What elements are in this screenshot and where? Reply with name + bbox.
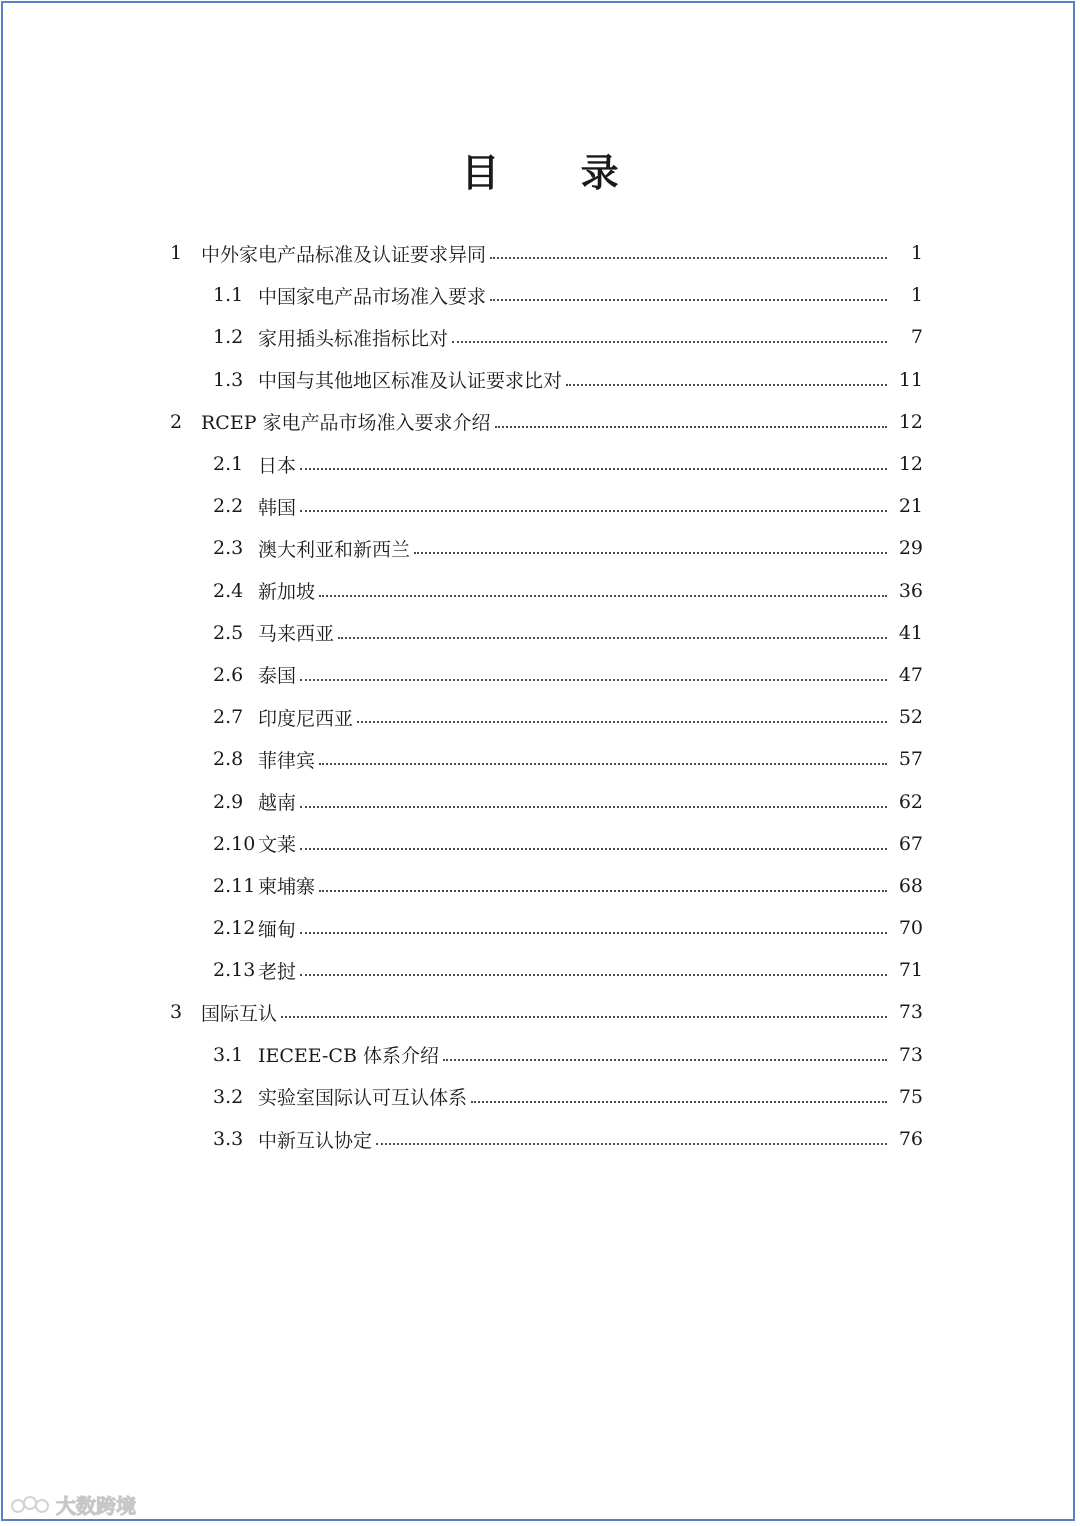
toc-entry-number: 2.2 — [213, 495, 244, 518]
toc-entry-page: 71 — [898, 959, 923, 982]
toc-entry-number: 2.5 — [213, 621, 244, 644]
toc-entry-page: 62 — [898, 790, 923, 813]
toc-entry[interactable] — [0, 527, 1080, 569]
watermark-text: 大数跨境 — [56, 1494, 136, 1518]
toc-entry-page: 21 — [898, 495, 923, 518]
toc-entry-title: 中外家电产品标准及认证要求异同 — [201, 243, 487, 266]
toc-dot-leader — [300, 932, 887, 934]
toc-dot-leader — [300, 974, 887, 976]
toc-entry[interactable] — [0, 612, 1080, 654]
toc-entry-page: 12 — [898, 410, 923, 433]
toc-entry-number: 2.7 — [213, 706, 244, 729]
toc-entry-number: 3.3 — [213, 1128, 244, 1151]
toc-entry[interactable] — [0, 738, 1080, 780]
toc-entry[interactable] — [0, 401, 1080, 443]
toc-entry[interactable] — [0, 696, 1080, 738]
toc-entry-title: 泰国 — [258, 665, 297, 688]
toc-dot-leader — [319, 763, 887, 765]
toc-entry-page: 29 — [898, 537, 923, 560]
toc-entry-title: 家用插头标准指标比对 — [258, 327, 449, 350]
toc-entry-page: 12 — [898, 453, 923, 476]
toc-entry[interactable] — [0, 274, 1080, 316]
toc-entry-number: 1.2 — [213, 326, 244, 349]
toc-entry-title: 马来西亚 — [258, 623, 335, 646]
toc-entry[interactable] — [0, 949, 1080, 991]
toc-entry-title: 韩国 — [258, 496, 297, 519]
toc-entry-page: 1 — [910, 284, 923, 307]
toc-entry[interactable] — [0, 443, 1080, 485]
toc-dot-leader — [319, 890, 887, 892]
toc-entry-number: 2.10 — [213, 832, 256, 855]
toc-entry-page: 47 — [898, 663, 923, 686]
toc-entry-number: 2.11 — [213, 874, 256, 897]
toc-entry-page: 57 — [898, 748, 923, 771]
toc-dot-leader — [300, 806, 887, 808]
toc-entry-page: 41 — [898, 621, 923, 644]
toc-dot-leader — [357, 721, 887, 723]
toc-dot-leader — [490, 299, 887, 301]
toc-dot-leader — [566, 384, 887, 386]
toc-entry-number: 1 — [170, 242, 183, 265]
toc-entry-number: 3 — [170, 1001, 183, 1024]
watermark — [10, 1490, 136, 1519]
toc-entry-title: 中国家电产品市场准入要求 — [258, 285, 487, 308]
toc-entry-number: 2.9 — [213, 790, 244, 813]
toc-entry-title: 越南 — [258, 792, 297, 815]
toc-dot-leader — [495, 426, 887, 428]
toc-entry-page: 76 — [898, 1128, 923, 1151]
table-of-contents — [0, 232, 1080, 1160]
toc-entry-title: 缅甸 — [258, 918, 297, 941]
brand-logo-icon — [10, 1494, 50, 1516]
toc-entry-title: 印度尼西亚 — [258, 707, 354, 730]
toc-entry-page: 11 — [898, 368, 923, 391]
toc-entry-number: 2.13 — [213, 959, 256, 982]
toc-dot-leader — [338, 637, 887, 639]
toc-dot-leader — [443, 1059, 887, 1061]
toc-entry-page: 67 — [898, 832, 923, 855]
toc-dot-leader — [490, 257, 887, 259]
toc-entry-page: 70 — [898, 917, 923, 940]
toc-entry-page: 7 — [910, 326, 923, 349]
toc-entry-title: 澳大利亚和新西兰 — [258, 538, 411, 561]
toc-entry[interactable] — [0, 780, 1080, 822]
toc-entry-page: 75 — [898, 1085, 923, 1108]
toc-entry-title: IECEE-CB 体系介绍 — [258, 1045, 439, 1068]
toc-entry-title: 菲律宾 — [258, 749, 316, 772]
toc-dot-leader — [300, 848, 887, 850]
toc-entry-page: 68 — [898, 874, 923, 897]
toc-entry-title: 老挝 — [258, 960, 297, 983]
toc-entry-number: 2.1 — [213, 453, 244, 476]
toc-entry-number: 2.4 — [213, 579, 244, 602]
toc-entry-page: 73 — [898, 1043, 923, 1066]
toc-entry-number: 1.1 — [213, 284, 244, 307]
toc-entry-page: 52 — [898, 706, 923, 729]
toc-entry-number: 3.2 — [213, 1085, 244, 1108]
toc-entry-number: 2 — [170, 410, 183, 433]
toc-entry-title: RCEP 家电产品市场准入要求介绍 — [201, 412, 491, 435]
toc-entry-page: 73 — [898, 1001, 923, 1024]
toc-entry[interactable] — [0, 232, 1080, 274]
toc-entry[interactable] — [0, 1034, 1080, 1076]
toc-entry[interactable] — [0, 1118, 1080, 1160]
toc-dot-leader — [471, 1101, 887, 1103]
toc-entry[interactable] — [0, 1076, 1080, 1118]
toc-dot-leader — [414, 552, 887, 554]
toc-entry[interactable] — [0, 654, 1080, 696]
toc-dot-leader — [452, 341, 887, 343]
toc-entry-number: 2.8 — [213, 748, 244, 771]
toc-entry-title: 文莱 — [258, 834, 297, 857]
toc-entry-page: 36 — [898, 579, 923, 602]
toc-dot-leader — [300, 679, 887, 681]
toc-entry-title: 新加坡 — [258, 581, 316, 604]
toc-dot-leader — [300, 468, 887, 470]
toc-entry-page: 1 — [910, 242, 923, 265]
toc-entry-title: 中新互认协定 — [258, 1129, 373, 1152]
toc-entry-number: 2.6 — [213, 663, 244, 686]
toc-entry-title: 实验室国际认可互认体系 — [258, 1087, 468, 1110]
toc-entry-title: 柬埔寨 — [258, 876, 316, 899]
toc-entry-title: 中国与其他地区标准及认证要求比对 — [258, 370, 563, 393]
toc-entry-number: 2.12 — [213, 917, 256, 940]
toc-dot-leader — [281, 1016, 887, 1018]
toc-entry-title: 日本 — [258, 454, 297, 477]
toc-entry-number: 2.3 — [213, 537, 244, 560]
toc-entry-title: 国际互认 — [201, 1002, 278, 1025]
toc-entry[interactable] — [0, 865, 1080, 907]
toc-dot-leader — [319, 595, 887, 597]
toc-entry[interactable] — [0, 823, 1080, 865]
toc-entry-number: 3.1 — [213, 1043, 244, 1066]
page-title: 目 录 — [461, 151, 653, 195]
toc-entry[interactable] — [0, 991, 1080, 1033]
toc-dot-leader — [300, 510, 887, 512]
toc-entry[interactable] — [0, 316, 1080, 358]
toc-entry[interactable] — [0, 359, 1080, 401]
toc-entry[interactable] — [0, 485, 1080, 527]
toc-dot-leader — [376, 1143, 887, 1145]
toc-entry[interactable] — [0, 907, 1080, 949]
toc-entry[interactable] — [0, 570, 1080, 612]
toc-entry-number: 1.3 — [213, 368, 244, 391]
